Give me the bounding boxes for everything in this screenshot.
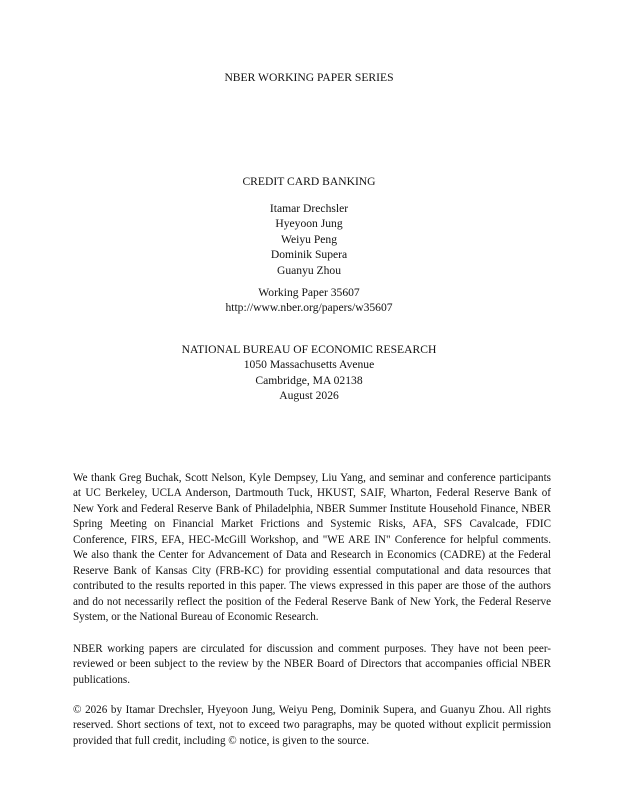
author-list [0,201,618,278]
publication-date: August 2026 [279,389,339,403]
institution-block [0,342,618,404]
copyright-paragraph: © 2026 by Itamar Drechsler, Hyeyoon Jung, Weiyu Peng, Dominik Supera, and Guanyu Zhou. All rights reserved. Short sections of text, not to exceed two paragraphs, may be quoted without explicit permission provided that full credit, including © notice, is given to the source. [73,704,551,747]
institution-street: 1050 Massachusetts Avenue [243,358,375,372]
institution-name: NATIONAL BUREAU OF ECONOMIC RESEARCH [181,343,437,356]
institution-city: Cambridge, MA 02138 [255,373,363,387]
author-name: Guanyu Zhou [276,263,342,277]
disclaimer-paragraph: NBER working papers are circulated for discussion and comment purposes. They have not been peer-reviewed or been subject to the review by the NBER Board of Directors that accompanies official NBER publications. [73,643,551,686]
working-paper-number: Working Paper 35607 [258,286,360,299]
working-paper-info [0,285,618,316]
author-name: Hyeyoon Jung [275,217,343,231]
series-heading: NBER WORKING PAPER SERIES [224,71,394,84]
working-paper-url: http://www.nber.org/papers/w35607 [225,301,393,315]
author-name: Itamar Drechsler [269,202,349,215]
author-name: Weiyu Peng [280,232,338,246]
acknowledgments-paragraph: We thank Greg Buchak, Scott Nelson, Kyle Dempsey, Liu Yang, and seminar and conference participants at UC Berkeley, UCLA Anderson, Dartmouth Tuck, HKUST, SAIF, Wharton, Federal Reserve Bank of New York and Federal Reserve Bank of Philadelphia, NBER Summer Institute Household Finance, NBER Spring Meeting on Financial Market Frictions and Systemic Risks, AFA, SFS Cavalcade, FDIC Conference, FIRS, EFA, HEC-McGill Workshop, and "WE ARE IN" Conference for helpful comments. We also thank the Center for Advancement of Data and Research in Economics (CADRE) at the Federal Reserve Bank of Kansas City (FRB-KC) for providing essential computational and data resources that contributed to the results reported in this paper. The views expressed in this paper are those of the authors and do not necessarily reflect the position of the Federal Reserve Bank of New York, the Federal Reserve System, or the National Bureau of Economic Research. [73,472,551,624]
paper-title: CREDIT CARD BANKING [242,175,376,188]
author-name: Dominik Supera [270,248,348,262]
